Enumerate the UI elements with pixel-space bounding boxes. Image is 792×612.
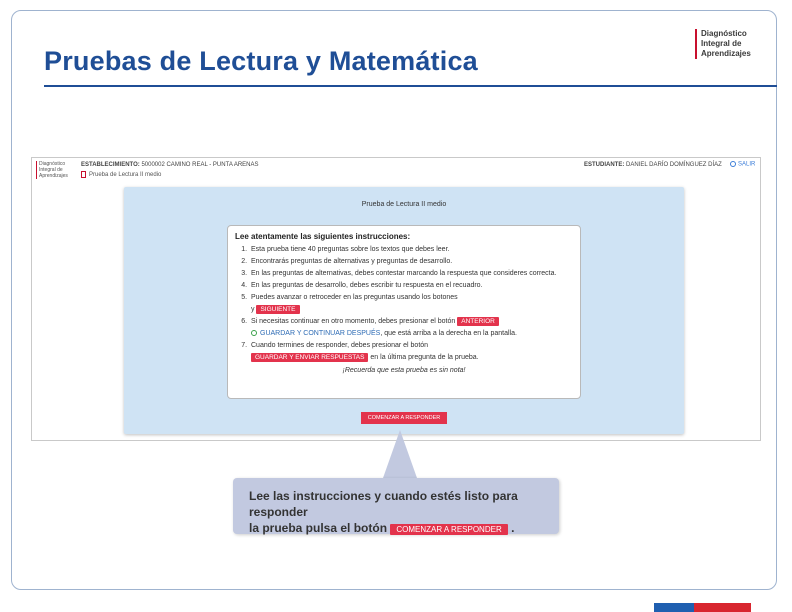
- grade-note: ¡Recuerda que esta prueba es sin nota!: [342, 367, 466, 374]
- student-info: [584, 162, 722, 168]
- footer-bar-blue: [654, 603, 694, 612]
- instruction-item: 3. En las preguntas de alternativas, debes contestar marcando la respuesta que consideres correcta.: [249, 268, 573, 280]
- instructions-title: Lee atentamente las siguientes instrucciones:: [235, 232, 411, 241]
- footer-bar-red: [694, 603, 751, 612]
- instruction-text: , que está arriba a la derecha en la pantalla.: [380, 330, 517, 337]
- test-name-row: [81, 171, 161, 178]
- instruction-text: Cuando termines de responder, debes presionar el botón: [251, 342, 429, 349]
- instruction-text: Puedes avanzar o retroceder en las preguntas usando los botones: [251, 294, 458, 301]
- page-title: Pruebas de Lectura y Matemática: [44, 46, 478, 76]
- instruction-item: 2. Encontrarás preguntas de alternativas y preguntas de desarrollo.: [249, 256, 573, 268]
- instruction-text: y: [251, 306, 255, 313]
- callout-box: [233, 478, 559, 534]
- instructions-box: [227, 225, 581, 399]
- instruction-item: 4. En las preguntas de desarrollo, debes escribir tu respuesta en el recuadro.: [249, 280, 573, 292]
- callout-line: Lee las instrucciones y cuando estés listo para responder: [249, 489, 518, 519]
- brand-line: Integral de: [701, 39, 742, 48]
- save-continue-label: GUARDAR Y CONTINUAR DESPUÉS: [260, 330, 381, 337]
- app-brand-logo: [36, 161, 68, 179]
- instruction-item: [249, 340, 573, 364]
- student-label: ESTUDIANTE:: [584, 162, 625, 168]
- brand-logo: [695, 29, 751, 59]
- instruction-item: [249, 316, 573, 340]
- instruction-text: Si necesitas continuar en otro momento, debes presionar el botón: [251, 318, 456, 325]
- document-icon: [81, 171, 86, 178]
- app-brand-line: Diagnóstico: [39, 161, 66, 167]
- instruction-item: 1. Esta prueba tiene 40 preguntas sobre los textos que debes leer.: [249, 244, 573, 256]
- test-panel: [124, 187, 684, 434]
- brand-line: Aprendizajes: [701, 49, 751, 58]
- establishment-value: 5000002 CAMINO REAL - PUNTA ARENAS: [141, 162, 259, 168]
- app-brand-line: Integral de: [39, 167, 63, 173]
- siguiente-badge: SIGUIENTE: [256, 305, 299, 314]
- power-icon: [730, 161, 736, 167]
- anterior-badge: ANTERIOR: [457, 317, 499, 326]
- brand-line: Diagnóstico: [701, 29, 747, 38]
- instruction-item: [249, 292, 573, 316]
- callout-pointer: [383, 430, 417, 478]
- establishment-label: ESTABLECIMIENTO:: [81, 162, 140, 168]
- callout-button-badge: COMENZAR A RESPONDER: [390, 524, 507, 535]
- establishment-info: [81, 162, 259, 168]
- test-panel-title: Prueba de Lectura II medio: [361, 201, 447, 208]
- footer-flag-bar: [654, 603, 751, 612]
- callout-end: .: [511, 521, 515, 535]
- callout-text: la prueba pulsa el botón: [249, 521, 388, 535]
- app-screenshot: [31, 157, 761, 441]
- instruction-text: en la última pregunta de la prueba.: [370, 354, 479, 361]
- exit-link[interactable]: [730, 161, 755, 168]
- student-value: DANIEL DARÍO DOMÍNGUEZ DÍAZ: [626, 162, 722, 168]
- exit-label: SALIR: [738, 161, 756, 168]
- start-answering-button[interactable]: COMENZAR A RESPONDER: [361, 412, 447, 424]
- title-divider: [44, 85, 777, 87]
- instructions-list: [235, 244, 573, 364]
- save-circle-icon: [251, 330, 257, 336]
- test-name: Prueba de Lectura II medio: [89, 172, 162, 179]
- app-brand-line: Aprendizajes: [39, 173, 68, 179]
- callout-line-2: [249, 520, 543, 536]
- save-send-badge: GUARDAR Y ENVIAR RESPUESTAS: [251, 353, 368, 362]
